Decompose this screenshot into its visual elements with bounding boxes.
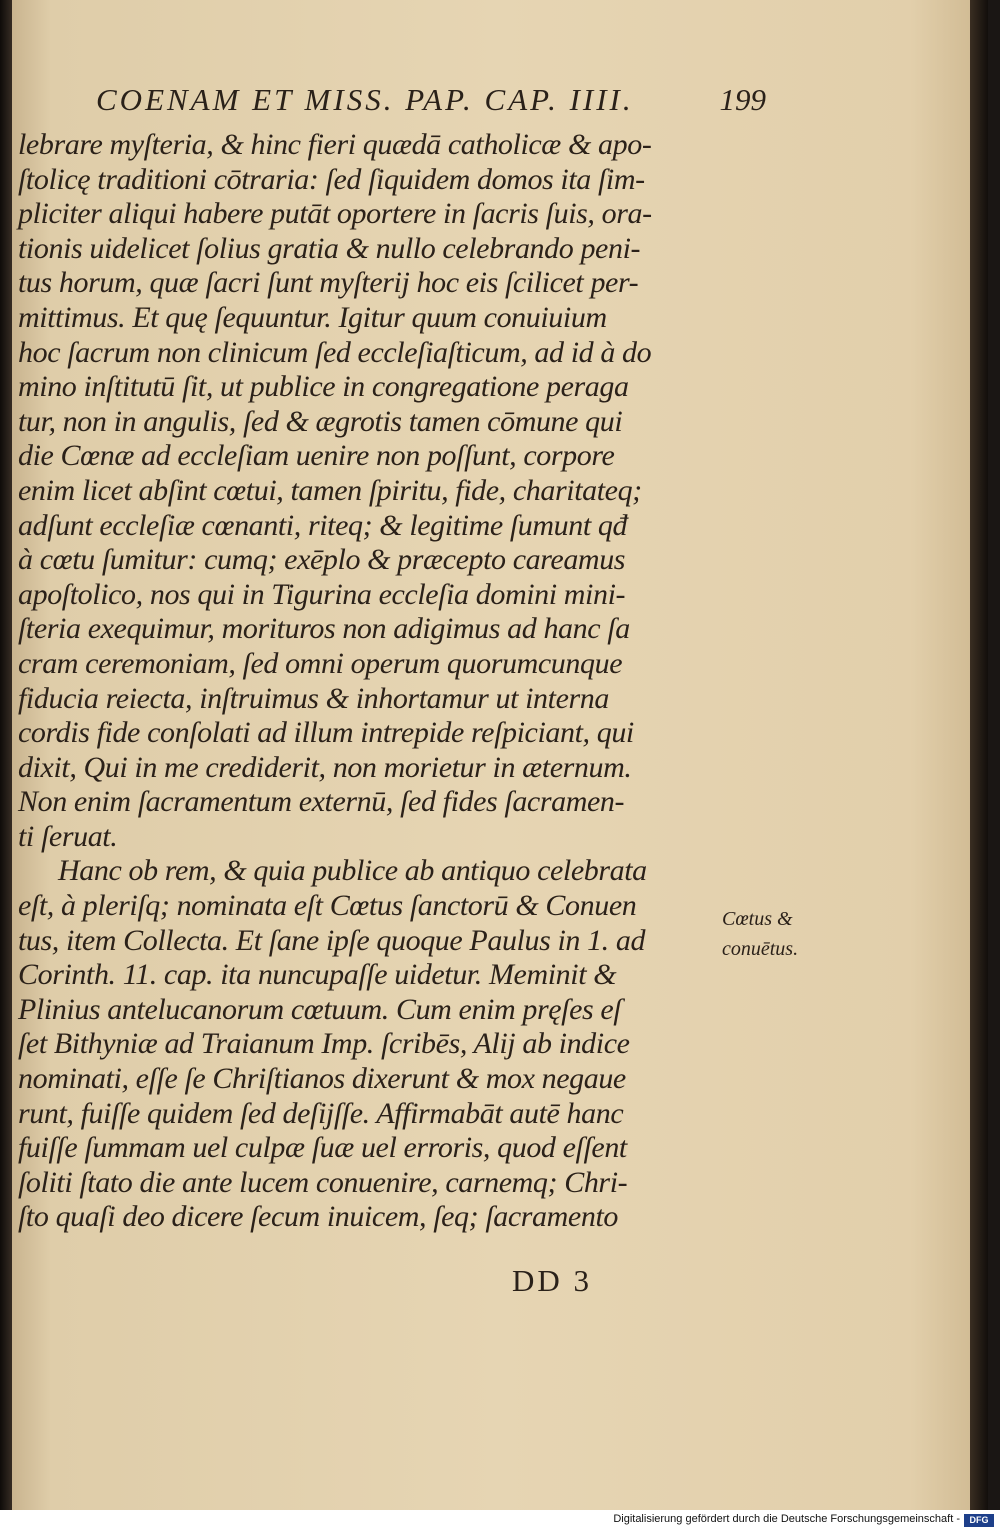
text-line: mino inſtitutū ſit, ut publice in congregatione peraga — [18, 370, 629, 404]
text-line: ſoliti ſtato die ante lucem conuenire, carnemq; Chri- — [18, 1165, 628, 1199]
text-line: ſtolicę traditioni cōtraria: ſed ſiquidem domos ita ſim- — [18, 162, 645, 196]
text-line: Non enim ſacramentum externū, ſed fides ſacramen- — [18, 785, 625, 819]
text-line: tus horum, quæ ſacri ſunt myſterij hoc eis ſcilicet per- — [18, 266, 639, 300]
text-line: fuiſſe ſummam uel culpæ ſuæ uel erroris, quod eſſent — [18, 1131, 627, 1165]
text-line: ti ſeruat. — [18, 819, 118, 853]
text-line: fiducia reiecta, inſtruimus & inhortamur ut interna — [18, 681, 609, 715]
text-line: eſt, à pleriſq; nominata eſt Cœtus ſanctorū & Conuen — [18, 889, 637, 923]
digitization-footer — [0, 1510, 1000, 1532]
text-line: tionis uidelicet ſolius gratia & nullo celebrando peni- — [18, 231, 641, 265]
text-line: ſteria exequimur, morituros non adigimus ad hanc ſa — [18, 612, 630, 646]
text-line: nominati, eſſe ſe Chriſtianos dixerunt & mox negaue — [18, 1062, 626, 1096]
paragraph-start-line: Hanc ob rem, & quia publice ab antiquo celebrata — [58, 854, 647, 888]
text-line: à cœtu ſumitur: cumq; exēplo & præcepto careamus — [18, 543, 626, 577]
text-line: enim licet abſint cœtui, tamen ſpiritu, fide, charitateq; — [18, 473, 642, 507]
running-head — [96, 82, 766, 118]
text-line: die Cœnæ ad eccleſiam uenire non poſſunt, corpore — [18, 439, 615, 473]
marginal-note — [722, 904, 832, 964]
text-line: Corinth. 11. cap. ita nuncupaſſe uidetur. Meminit & — [18, 958, 617, 992]
text-line: ſto quaſi deo dicere ſecum inuicem, ſeq; ſacramento — [18, 1200, 618, 1234]
text-line: pliciter aliqui habere putāt oportere in ſacris ſuis, ora- — [18, 197, 652, 231]
page-number: 199 — [719, 82, 766, 117]
text-line: ſet Bithyniæ ad Traianum Imp. ſcribēs, Alij ab indice — [18, 1027, 630, 1061]
text-line: dixit, Qui in me crediderit, non morietur in æternum. — [18, 750, 632, 784]
body-text — [18, 128, 748, 1235]
text-line: tus, item Collecta. Et ſane ipſe quoque Paulus in 1. ad — [18, 923, 646, 957]
signature-mark: DD 3 — [512, 1263, 593, 1298]
dfg-logo: DFG — [964, 1514, 994, 1527]
text-line: adſunt eccleſiæ cœnanti, riteq; & legitime ſumunt qđ — [18, 508, 628, 542]
marginal-note-line: Cœtus & — [722, 908, 793, 930]
text-line: mittimus. Et quę ſequuntur. Igitur quum conuiuium — [18, 300, 607, 334]
text-line: cordis fide conſolati ad illum intrepide reſpiciant, qui — [18, 716, 634, 750]
text-line: tur, non in angulis, ſed & ægrotis tamen cōmune qui — [18, 404, 623, 438]
text-line: apoſtolico, nos qui in Tigurina eccleſia domini mini- — [18, 577, 626, 611]
text-line: runt, fuiſſe quidem ſed deſijſſe. Affirmabāt autē hanc — [18, 1096, 624, 1130]
text-line: Plinius antelucanorum cœtuum. Cum enim pręſes eſ — [18, 992, 622, 1026]
text-line: lebrare myſteria, & hinc fieri quædā catholicæ & apo- — [18, 128, 652, 161]
footer-credit: Digitalisierung gefördert durch die Deutsche Forschungsgemeinschaft - — [613, 1513, 960, 1525]
scan-right-edge — [970, 0, 988, 1510]
text-line: cram ceremoniam, ſed omni operum quorumcunque — [18, 646, 623, 680]
text-line: hoc ſacrum non clinicum ſed eccleſiaſticum, ad id à do — [18, 335, 652, 369]
marginal-note-line: conuētus. — [722, 938, 799, 960]
running-head-title: COENAM ET MISS. PAP. CAP. IIII. — [96, 82, 634, 117]
